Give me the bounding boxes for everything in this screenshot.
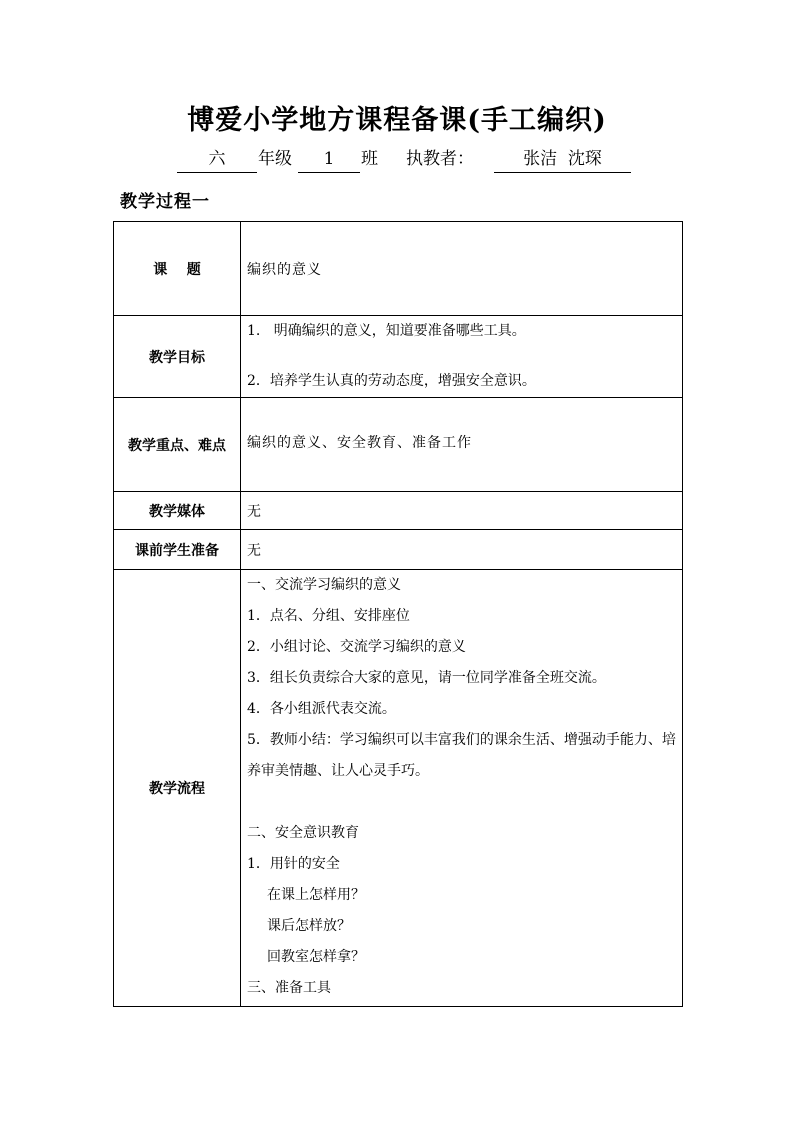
media-label: 教学媒体 [114,492,241,530]
page-title: 博爱小学地方课程备课(手工编织) [187,105,607,136]
grade-label: 年级 [258,149,292,169]
process-step: 4．各小组派代表交流。 [247,701,396,717]
media-value: 无 [241,492,683,530]
table-row-topic [114,222,683,316]
key-points-value: 编织的意义、安全教育、准备工作 [241,398,683,492]
process-content [241,570,683,1007]
topic-label: 课 题 [114,222,241,316]
process-part2-heading: 二、安全意识教育 [247,825,359,841]
grade-value: 六 [177,146,257,173]
process-part1-heading: 一、交流学习编织的意义 [247,577,401,593]
objectives-label: 教学目标 [114,316,241,398]
student-prep-label: 课前学生准备 [114,530,241,570]
table-row-process [114,570,683,1007]
class-label: 班 [361,149,378,169]
process-step: 1．用针的安全 [247,856,340,872]
lesson-plan-table [113,221,683,1007]
table-row-media [114,492,683,530]
teacher-label: 执教者： [406,149,474,169]
process-step: 1．点名、分组、安排座位 [247,608,410,624]
process-question: 课后怎样放？ [267,918,351,934]
objective-item: 2．培养学生认真的劳动态度，增强安全意识。 [247,373,536,389]
blank-line [247,787,678,818]
process-step: 2．小组讨论、交流学习编织的意义 [247,639,466,655]
topic-value: 编织的意义 [241,222,683,316]
table-row-objectives [114,316,683,398]
process-part3-heading: 三、准备工具 [247,980,331,996]
objectives-list [241,316,683,398]
process-question: 回教室怎样拿？ [267,949,365,965]
student-prep-value: 无 [241,530,683,570]
process-step: 3．组长负责综合大家的意见，请一位同学准备全班交流。 [247,670,606,686]
teacher-value: 张洁 沈琛 [494,146,631,173]
objective-item: 1. 明确编织的意义，知道要准备哪些工具。 [247,323,526,339]
table-row-key-points [114,398,683,492]
class-value: 1 [298,146,360,173]
table-row-student-prep [114,530,683,570]
process-label: 教学流程 [114,570,241,1007]
process-step: 5．教师小结：学习编织可以丰富我们的课余生活、增强动手能力、培养审美情趣、让人心灵手巧。 [247,732,676,779]
key-points-label: 教学重点、难点 [114,398,241,492]
class-info-line [0,146,794,172]
section-heading: 教学过程一 [120,192,210,212]
process-question: 在课上怎样用？ [267,887,365,903]
